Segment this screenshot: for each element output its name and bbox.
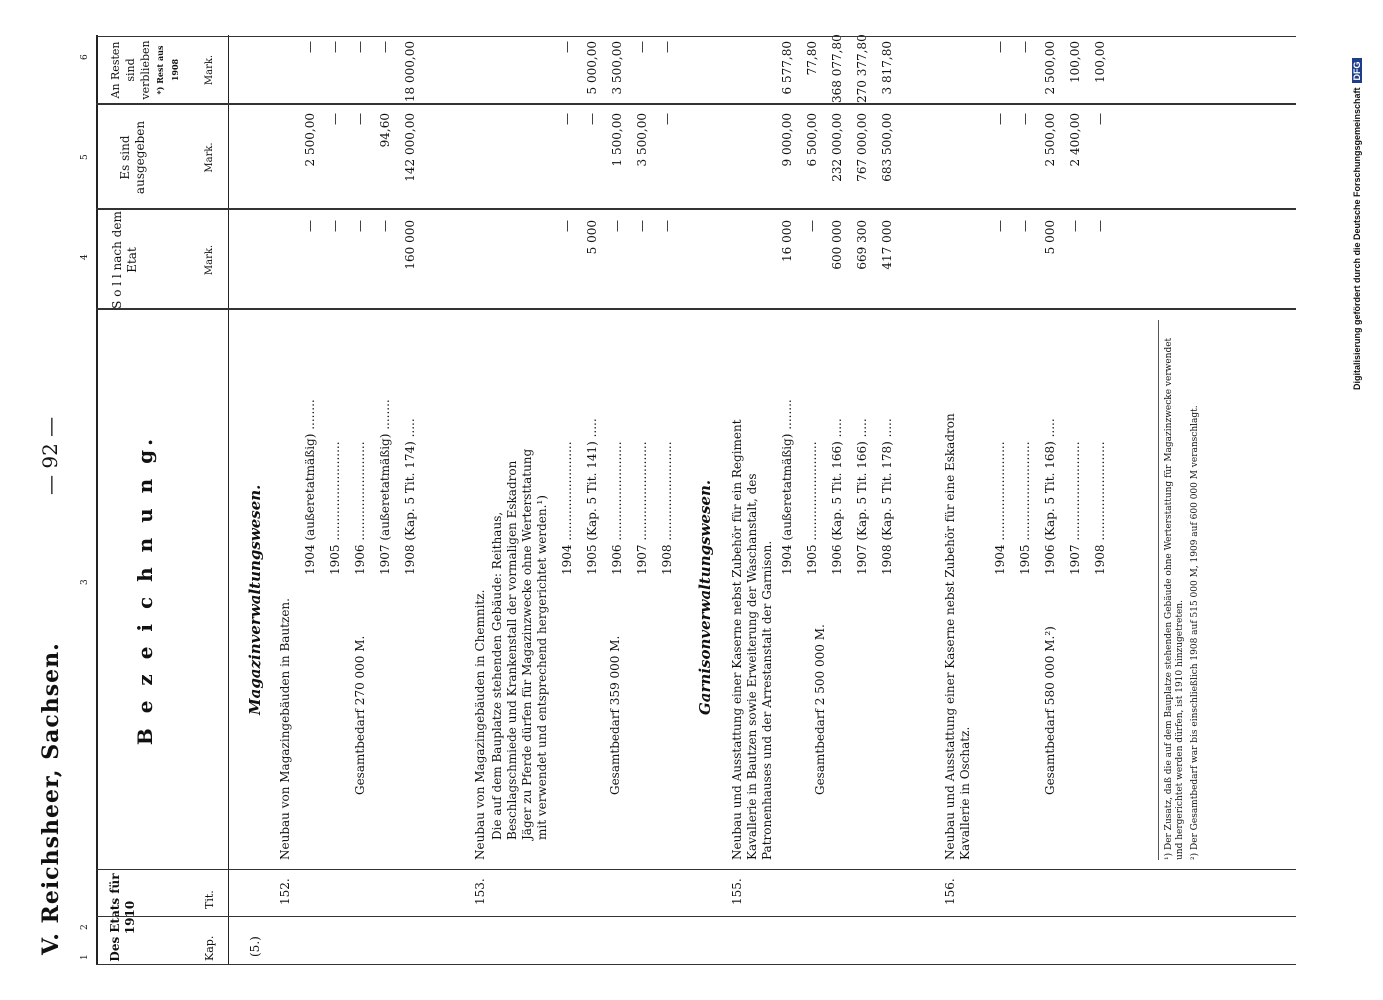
entry-156-tit: 156.: [943, 878, 957, 905]
entry-153-soll-1907: —: [635, 220, 649, 232]
entry-155-aus-1907: 767 000,00: [855, 113, 869, 182]
entry-152-rest-1908: 18 000,00: [403, 41, 417, 103]
entry-156-aus-1905: —: [1018, 113, 1032, 125]
entry-153-aus-1907: 3 500,00: [635, 113, 649, 167]
entry-156-year-1905: 1905 ..........................: [1018, 441, 1032, 575]
entry-156-rest-1907: 100,00: [1068, 41, 1082, 83]
entry-156-soll-1905: —: [1018, 220, 1032, 232]
entry-152-year-1905: 1905 ..........................: [328, 441, 342, 575]
footnote-1: ¹) Der Zusatz, daß die auf dem Bauplatze stehenden Gebäude ohne Werterstattung für Magazinzwecke verwendet und hergerichtet werden dürfen, ist 1910 hinzugetreten.: [1164, 337, 1185, 860]
col-rule-3: [96, 308, 1296, 310]
header-col-6-note: *) Rest aus 1908: [155, 45, 180, 95]
entry-156-soll-1906: 5 000: [1043, 220, 1057, 255]
entry-152-rest-1906: —: [353, 41, 367, 53]
digitization-credit: [1352, 10, 1366, 390]
header-col-5-unit: Mark.: [204, 142, 215, 173]
entry-152-year-1908: 1908 (Kap. 5 Tit. 174) .....: [403, 418, 417, 575]
entry-152-rest-1904: —: [303, 41, 317, 53]
entry-153-aus-1906: 1 500,00: [610, 113, 624, 167]
entry-152-aus-1906: —: [353, 113, 367, 125]
entry-155-aus-1908: 683 500,00: [880, 113, 894, 182]
header-col-4: [98, 210, 228, 310]
entry-152-total: Gesamtbedarf 270 000 M.: [353, 635, 367, 795]
entry-156-rest-1905: —: [1018, 41, 1032, 53]
entry-153-text: Neubau von Magazingebäuden in Chemnitz.: [473, 589, 487, 860]
entry-155-rest-1905: 77,80: [805, 41, 819, 76]
header-col-6-unit: Mark.: [204, 54, 215, 86]
entry-156-year-1907: 1907 ..........................: [1068, 441, 1082, 575]
entry-152-soll-1904: —: [303, 220, 317, 232]
entry-153-year-1905: 1905 (Kap. 5 Tit. 141) .....: [585, 418, 599, 575]
entry-156-aus-1908: —: [1093, 113, 1107, 125]
col-rule-0: [96, 964, 1296, 965]
kap-number: (5.): [248, 936, 262, 957]
entry-153-soll-1904: —: [560, 220, 574, 232]
entry-153-note: Die auf dem Bauplatze stehenden Gebäude: Reithaus, Beschlagschmiede und Krankenstall der vormaligen Eskadron Jäger zu Pferde dürfen für Magazinzwecke ohne Wertersttatung mit verwendet und entsprechend hergerichtet werden.¹): [490, 448, 549, 840]
entry-153-soll-1906: —: [610, 220, 624, 232]
rotated-content: [20, 35, 1320, 965]
entry-155-rest-1907: 270 377,80: [855, 34, 869, 103]
entry-153-rest-1905: 5 000,00: [585, 41, 599, 95]
credit-line: [1352, 58, 1362, 390]
entry-155-aus-1904: 9 000,00: [780, 113, 794, 167]
header-col-5: [98, 105, 228, 210]
col-num-3: 3: [80, 579, 90, 585]
entry-156-aus-1907: 2 400,00: [1068, 113, 1082, 167]
entry-155-year-1907: 1907 (Kap. 5 Tit. 166) .....: [855, 418, 869, 575]
entry-155-rest-1908: 3 817,80: [880, 41, 894, 95]
footnote-rule: [1158, 320, 1159, 860]
entry-155-soll-1908: 417 000: [880, 220, 894, 270]
entry-153-year-1904: 1904 ..........................: [560, 441, 574, 575]
entry-153-aus-1908: —: [660, 113, 674, 125]
entry-155-tit: 155.: [730, 878, 744, 905]
entry-156-text: Neubau und Ausstattung einer Kaserne nebst Zubehör für eine Eskadron Kavallerie in Oschatz.: [943, 413, 972, 860]
entry-155-soll-1907: 669 300: [855, 220, 869, 270]
entry-155-year-1906: 1906 (Kap. 5 Tit. 166) .....: [830, 418, 844, 575]
header-kap: Kap.: [203, 935, 216, 961]
entry-156-soll-1904: —: [993, 220, 1007, 232]
col-rule-6: [96, 36, 1296, 37]
entry-153-total: Gesamtbedarf 359 000 M.: [608, 635, 622, 795]
header-col-3: B e z e i c h n u n g.: [133, 434, 157, 746]
entry-156-soll-1908: —: [1093, 220, 1107, 232]
entry-153-rest-1908: —: [660, 41, 674, 53]
entry-156-year-1906: 1906 (Kap. 5 Tit. 168) .....: [1043, 418, 1057, 575]
entry-153-rest-1904: —: [560, 41, 574, 53]
section-title-garnison: Garnisonverwaltungswesen.: [696, 479, 714, 715]
entry-155-year-1908: 1908 (Kap. 5 Tit. 178) .....: [880, 418, 894, 575]
entry-155-soll-1905: —: [805, 220, 819, 232]
entry-152-aus-1907: 94,60: [378, 113, 392, 148]
header-col-5-label: Es sind ausgegeben: [118, 120, 147, 195]
entry-152-year-1906: 1906 ..........................: [353, 441, 367, 575]
entry-152-soll-1905: —: [328, 220, 342, 232]
header-tit: Tit.: [203, 890, 216, 909]
col-rule-2: [96, 869, 1296, 870]
entry-155-text: Neubau und Ausstattung einer Kaserne nebst Zubehör für ein Regiment Kavallerie in Bautzen sowie Erweiterung der Waschanstalt, des Patronenhauses und der Arrestanstalt der Garnison.: [730, 419, 774, 860]
entry-156-year-1908: 1908 ..........................: [1093, 441, 1107, 575]
entry-155-aus-1905: 6 500,00: [805, 113, 819, 167]
entry-153-aus-1904: —: [560, 113, 574, 125]
entry-152-soll-1906: —: [353, 220, 367, 232]
entry-153-rest-1906: 3 500,00: [610, 41, 624, 95]
entry-152-soll-1907: —: [378, 220, 392, 232]
page-number: — 92 —: [38, 416, 62, 495]
entry-155-year-1905: 1905 ..........................: [805, 441, 819, 575]
entry-156-year-1904: 1904 ..........................: [993, 441, 1007, 575]
entry-155-total: Gesamtbedarf 2 500 000 M.: [813, 624, 827, 795]
section-heading: V. Reichsheer, Sachsen.: [38, 642, 64, 955]
entry-155-aus-1906: 232 000,00: [830, 113, 844, 182]
entry-152-aus-1908: 142 000,00: [403, 113, 417, 182]
entry-155-soll-1906: 600 000: [830, 220, 844, 270]
col-rule-1: [96, 916, 1296, 917]
budget-table: [96, 35, 1286, 965]
entry-152-rest-1905: —: [328, 41, 342, 53]
entry-156-rest-1908: 100,00: [1093, 41, 1107, 83]
header-col-4-unit: Mark.: [204, 244, 215, 276]
col-num-4: 4: [80, 254, 90, 260]
col-num-1: 1: [80, 954, 90, 960]
entry-156-aus-1904: —: [993, 113, 1007, 125]
entry-156-rest-1906: 2 500,00: [1043, 41, 1057, 95]
entry-153-rest-1907: —: [635, 41, 649, 53]
entry-156-total: Gesamtbedarf 580 000 M.²): [1043, 626, 1057, 795]
entry-155-rest-1906: 368 077,80: [830, 34, 844, 103]
entry-153-year-1907: 1907 ..........................: [635, 441, 649, 575]
header-rule: [228, 35, 229, 965]
entry-155-year-1904: 1904 (außeretatmäßig) ........: [780, 399, 794, 575]
entry-153-soll-1908: —: [660, 220, 674, 232]
entry-153-year-1908: 1908 ..........................: [660, 441, 674, 575]
header-col-4-label: S o l l nach dem Etat: [110, 211, 139, 309]
footnote-2: ²) Der Gesamtbedarf war bis einschließlich 1908 auf 515 000 M, 1909 auf 600 000 M veranschlagt.: [1190, 405, 1200, 860]
col-num-6: 6: [80, 54, 90, 60]
header-col-1: [98, 870, 228, 965]
column-numbers: [80, 35, 94, 965]
entry-152-rest-1907: —: [378, 41, 392, 53]
col-rule-4: [96, 208, 1296, 210]
entry-153-soll-1905: 5 000: [585, 220, 599, 255]
page-header: [20, 35, 80, 965]
entry-152-year-1907: 1907 (außeretatmäßig) ........: [378, 399, 392, 575]
entry-156-soll-1907: —: [1068, 220, 1082, 232]
header-col-1-label: Des Etats für 1910: [108, 873, 137, 962]
credit-text: Digitalisierung gefördert durch die Deutsche Forschungsgemeinschaft: [1352, 87, 1362, 390]
entry-152-soll-1908: 160 000: [403, 220, 417, 270]
entry-152-aus-1905: —: [328, 113, 342, 125]
entry-153-year-1906: 1906 ..........................: [610, 441, 624, 575]
entry-155-soll-1904: 16 000: [780, 220, 794, 262]
entry-156-aus-1906: 2 500,00: [1043, 113, 1057, 167]
entry-152-tit: 152.: [278, 878, 292, 905]
entry-153-aus-1905: —: [585, 113, 599, 125]
entry-152-year-1904: 1904 (außeretatmäßig) ........: [303, 399, 317, 575]
entry-156-rest-1904: —: [993, 41, 1007, 53]
col-num-2: 2: [80, 924, 90, 930]
col-rule-5: [96, 103, 1296, 105]
section-title-magazin: Magazinverwaltungswesen.: [246, 484, 264, 715]
header-col-6: [98, 35, 228, 105]
dfg-logo: DFG: [1352, 58, 1362, 83]
header-col-6-label: An Resten sind verblieben: [109, 40, 152, 100]
col-num-5: 5: [80, 154, 90, 160]
entry-155-rest-1904: 6 577,80: [780, 41, 794, 95]
entry-153-tit: 153.: [473, 878, 487, 905]
entry-152-text: Neubau von Magazingebäuden in Bautzen.: [278, 598, 292, 860]
entry-152-aus-1904: 2 500,00: [303, 113, 317, 167]
